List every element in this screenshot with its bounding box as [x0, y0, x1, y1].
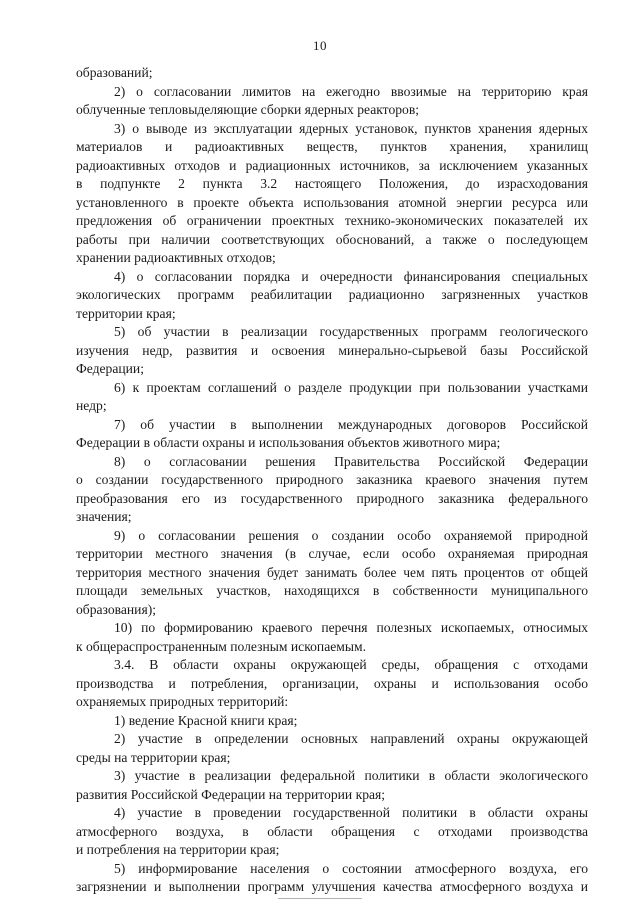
text-line: образования); — [76, 601, 157, 617]
text-line: недр; — [76, 398, 107, 413]
text-line: хранении радиоактивных отходов; — [76, 250, 276, 265]
text-line: площади земельных участков, находящихся в собственности муниципального — [76, 583, 588, 598]
text-line: 7) об участии в выполнении международных договоров Российской — [114, 416, 588, 432]
text-line: 5) информирование населения о состоянии атмосферного воздуха, его — [114, 860, 588, 876]
page-edge-mark — [278, 898, 362, 899]
text-line: охраняемых природных территорий: — [76, 694, 289, 709]
text-line: развития Российской Федерации на территории края; — [76, 786, 386, 802]
text-line: и потребления на территории края; — [76, 842, 280, 857]
text-line: работы при наличии соответствующих обоснований, а также о последующем — [76, 231, 588, 247]
text-line: образований; — [76, 65, 153, 80]
text-line: среды на территории края; — [76, 749, 231, 765]
text-line: 2) участие в определении основных направлений охраны окружающей — [114, 731, 588, 746]
text-line: материалов и радиоактивных веществ, пунктов хранения, хранилищ — [76, 139, 588, 154]
text-line: к общераспространенным полезным ископаемым. — [76, 638, 367, 654]
text-line: производства и потребления, организации, охраны и использования особо — [76, 675, 588, 691]
text-line: территория местного значения будет занимать более чем пять процентов от общей — [76, 564, 588, 580]
text-line: 2) о согласовании лимитов на ежегодно ввозимые на территорию края — [114, 83, 588, 99]
text-line: 5) об участии в реализации государственных программ геологического — [114, 324, 588, 339]
page-number: 10 — [313, 38, 327, 53]
text-line: 4) о согласовании порядка и очередности финансирования специальных — [114, 268, 588, 284]
text-line: значения; — [76, 509, 132, 524]
text-line: территории края; — [76, 305, 176, 321]
text-line: территории местного значения (в случае, если особо охраняемая природная — [76, 546, 588, 561]
text-line: 9) о согласовании решения о создании особо охраняемой природной — [114, 527, 588, 543]
text-line: Федерации в области охраны и использования объектов животного мира; — [76, 435, 501, 450]
text-line: экологических программ реабилитации радиационно загрязненных участков — [76, 287, 588, 302]
text-line: загрязнении и выполнении программ улучшения качества атмосферного воздуха и — [76, 879, 588, 894]
text-line: предложения об ограничении проектных технико-экономических показателей их — [76, 213, 588, 228]
text-line: установленного в проекте объекта использования атомной энергии ресурса или — [76, 194, 588, 210]
text-line: о создании государственного природного заказника краевого значения путем — [76, 472, 588, 487]
document-body — [76, 64, 588, 897]
text-line: 3.4. В области охраны окружающей среды, обращения с отходами — [114, 657, 588, 672]
text-line: 1) ведение Красной книги края; — [114, 712, 298, 728]
text-line: 6) к проектам соглашений о разделе продукции при пользовании участками — [114, 379, 588, 395]
text-line: изучения недр, развития и освоения минерально-сырьевой базы Российской — [76, 342, 588, 358]
text-line: 3) участие в реализации федеральной политики в области экологического — [114, 768, 588, 783]
text-line: радиоактивных отходов и радиационных источников, за исключением указанных — [76, 157, 588, 173]
text-line: облученные тепловыделяющие сборки ядерных реакторов; — [76, 102, 420, 117]
text-line: атмосферного воздуха, в области обращения с отходами производства — [76, 823, 588, 839]
text-line: преобразования его из государственного природного заказника федерального — [76, 490, 588, 506]
text-line: в подпункте 2 пункта 3.2 настоящего Положения, до израсходования — [76, 176, 588, 191]
text-line: Федерации; — [76, 361, 144, 376]
text-line: 8) о согласовании решения Правительства Российской Федерации — [114, 453, 588, 469]
text-line: 10) по формированию краевого перечня полезных ископаемых, относимых — [114, 620, 588, 635]
text-line: 4) участие в проведении государственной политики в области охраны — [114, 805, 588, 820]
text-line: 3) о выводе из эксплуатации ядерных установок, пунктов хранения ядерных — [114, 120, 588, 136]
